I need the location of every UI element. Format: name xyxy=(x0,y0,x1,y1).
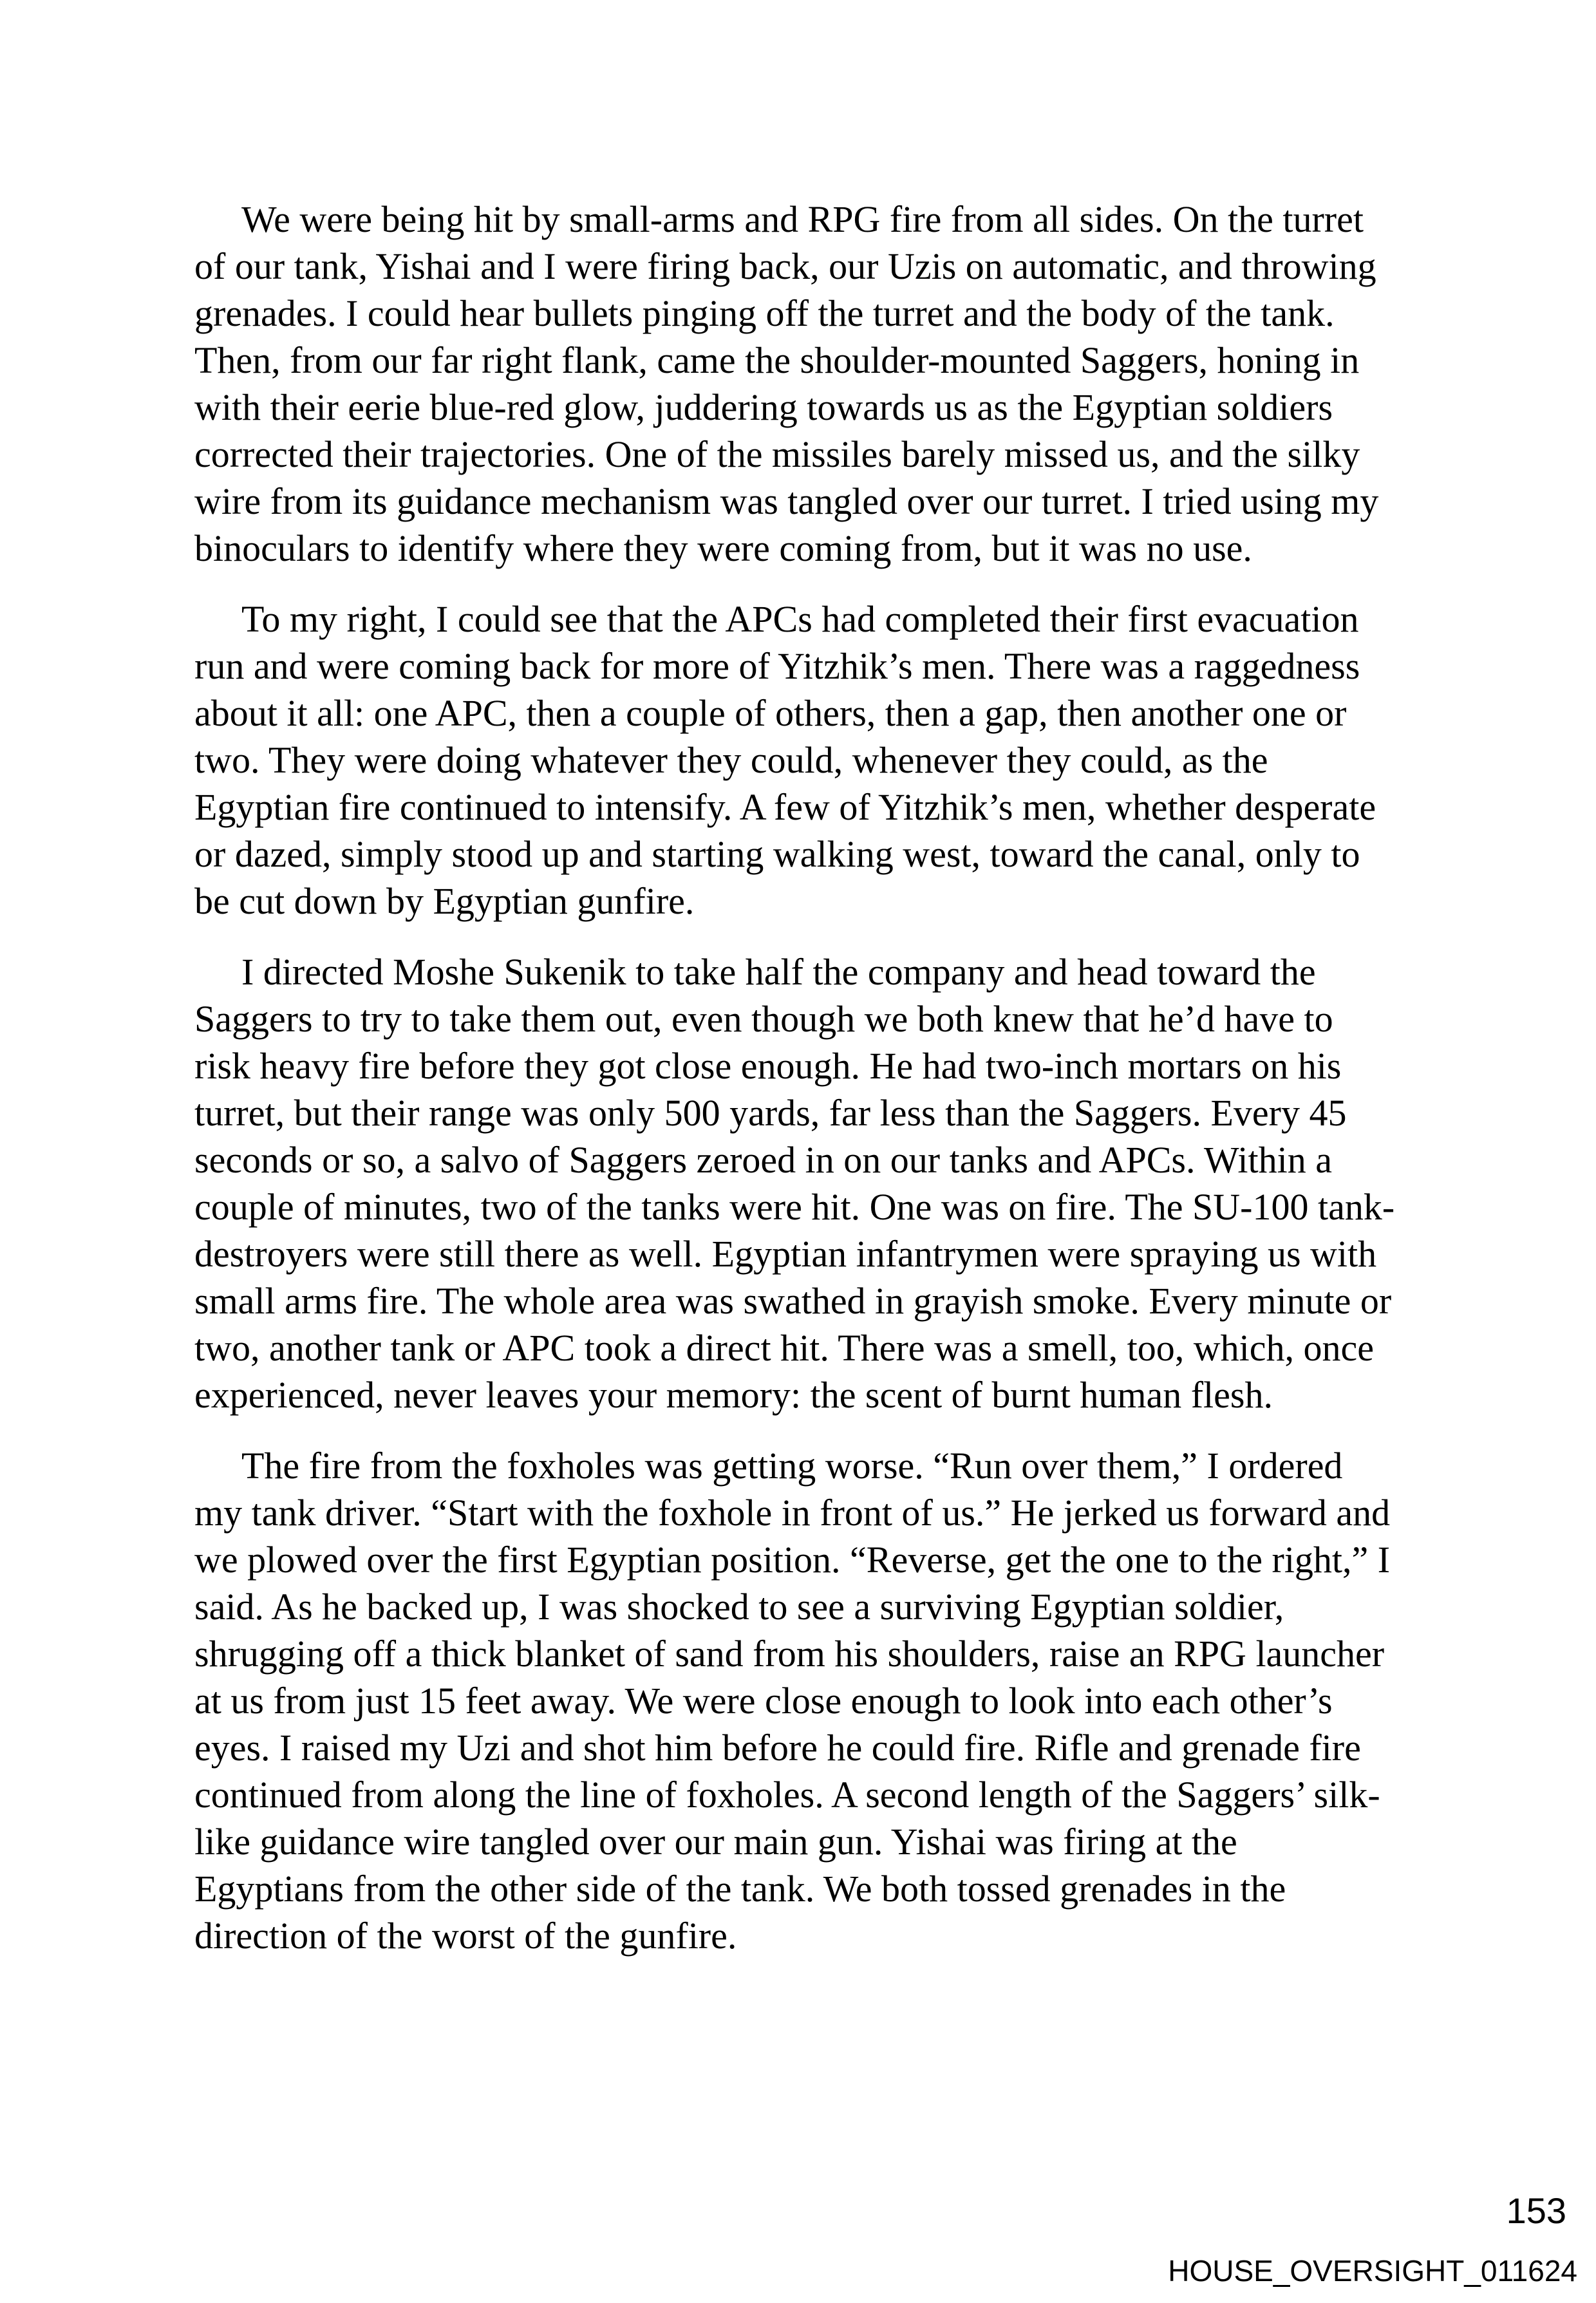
page-number: 153 xyxy=(1506,2190,1566,2231)
body-paragraph-3: I directed Moshe Sukenik to take half the company and head toward the Saggers to try to take them out, even though we both knew that he’d have to risk heavy fire before they got close enough. He had two-inch mortars on his turret, but their range was only 500 yards, far less than the Saggers. Every 45 seconds or so, a salvo of Saggers zeroed in on our tanks and APCs. Within a couple of minutes, two of the tanks were hit. One was on fire. The SU-100 tank-destroyers were still there as well. Egyptian infantrymen were spraying us with small arms fire. The whole area was swathed in grayish smoke. Every minute or two, another tank or APC took a direct hit. There was a smell, too, which, once experienced, never leaves your memory: the scent of burnt human flesh. xyxy=(194,951,1395,1416)
body-paragraph-4: The fire from the foxholes was getting worse. “Run over them,” I ordered my tank driver. “Start with the foxhole in front of us.” He jerked us forward and we plowed over the first Egyptian position. “Reverse, get the one to the right,” I said. As he backed up, I was shocked to see a surviving Egyptian soldier, shrugging off a thick blanket of sand from his shoulders, raise an RPG launcher at us from just 15 feet away. We were close enough to look into each other’s eyes. I raised my Uzi and shot him before he could fire. Rifle and grenade fire continued from along the line of foxholes. A second length of the Saggers’ silk-like guidance wire tangled over our main gun. Yishai was firing at the Egyptians from the other side of the tank. We both tossed grenades in the direction of the worst of the gunfire. xyxy=(194,1445,1391,1957)
body-paragraph-2: To my right, I could see that the APCs had completed their first evacuation run and were coming back for more of Yitzhik’s men. There was a raggedness about it all: one APC, then a couple of others, then a gap, then another one or two. They were doing whatever they could, whenever they could, as the Egyptian fire continued to intensify. A few of Yitzhik’s men, whether desperate or dazed, simply stood up and starting walking west, toward the canal, only to be cut down by Egyptian gunfire. xyxy=(194,598,1376,922)
bates-stamp: HOUSE_OVERSIGHT_011624 xyxy=(1168,2254,1577,2288)
body-text xyxy=(194,196,1395,1959)
body-paragraph-1: We were being hit by small-arms and RPG fire from all sides. On the turret of our tank, Yishai and I were firing back, our Uzis on automatic, and throwing grenades. I could hear bullets pinging off the turret and the body of the tank. Then, from our far right flank, came the shoulder-mounted Saggers, honing in with their eerie blue-red glow, juddering towards us as the Egyptian soldiers corrected their trajectories. One of the missiles barely missed us, and the silky wire from its guidance mechanism was tangled over our turret. I tried using my binoculars to identify where they were coming from, but it was no use. xyxy=(194,198,1379,569)
